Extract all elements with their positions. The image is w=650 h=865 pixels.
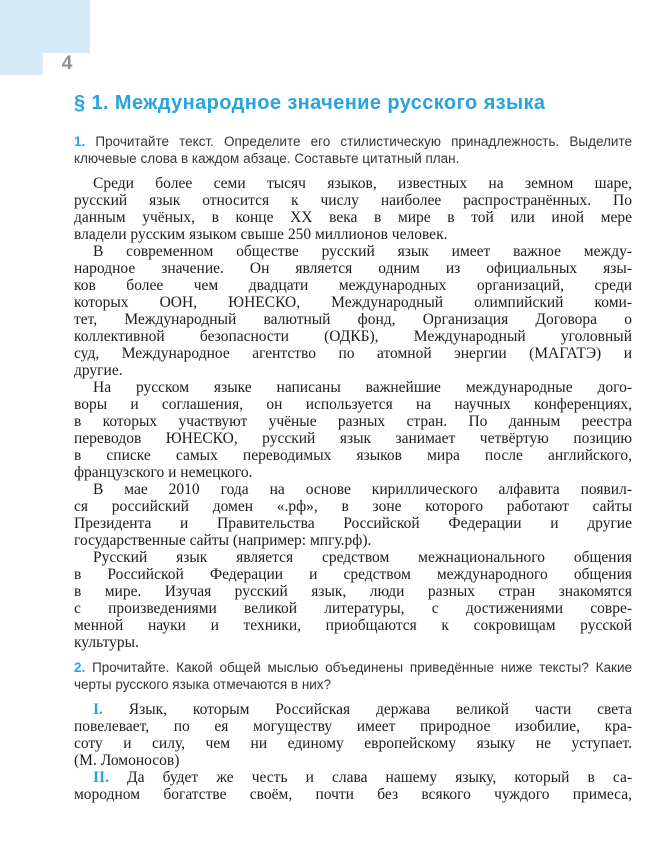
paragraph-1	[74, 175, 632, 243]
paragraph-5-line-5: менной науки и техники, приобщаются к сокровищам русской	[74, 617, 632, 634]
exercise-2-instructions	[74, 660, 632, 693]
quote-1-line-1: I. Язык, которым Российская держава великой части света	[93, 701, 632, 718]
paragraph-2-line-8: другие.	[74, 362, 123, 379]
paragraph-1-line-1: Среди более семи тысяч языков, известных на земном шаре,	[93, 175, 632, 192]
paragraph-4-line-2: ся российский домен «.рф», в зоне которого работают сайты	[74, 498, 632, 515]
exercise-2-instructions-line-2: черты русского языка отмечаются в них?	[74, 676, 332, 692]
paragraph-3-line-1: На русском языке написаны важнейшие международные дого-	[93, 379, 632, 396]
paragraph-4-line-4: государственные сайты (например: мпгу.рф).	[74, 532, 372, 549]
paragraph-2-line-7: суд, Международное агентство по атомной энергии (МАГАТЭ) и	[74, 345, 632, 362]
paragraph-1-line-2: русский язык относится к числу наиболее распространённых. По	[74, 192, 632, 209]
quote-1-line-3: соту и силу, чем ни единому европейскому языку не уступает.	[74, 735, 632, 752]
exercise-2-instructions-line-1: 2. Прочитайте. Какой общей мыслью объединены приведённые ниже тексты? Какие	[74, 660, 632, 675]
paragraph-3-line-3: в которых участвуют учёные разных стран. По данным реестра	[74, 413, 632, 430]
paragraph-4-line-3: Президента и Правительства Российской Федерации и другие	[74, 515, 632, 532]
paragraph-2-line-3: ков более чем двадцати международных организаций, среди	[74, 277, 632, 294]
quote-1-line-4: (М. Ломоносов)	[74, 752, 180, 769]
exercise-1-instructions-line-2: ключевые слова в каждом абзаце. Составьте цитатный план.	[74, 150, 460, 166]
exercise-1-instructions-number: 1.	[74, 134, 86, 149]
paragraph-3-line-2: воры и соглашения, он используется на научных конференциях,	[74, 396, 632, 413]
paragraph-5-line-3: в мире. Изучая русский язык, люди разных стран знакомятся	[74, 583, 632, 600]
paragraph-5-line-6: культуры.	[74, 634, 139, 651]
paragraph-3-line-4: переводов ЮНЕСКО, русский язык занимает четвёртую позицию	[74, 430, 632, 447]
exercise-2-instructions-number: 2.	[74, 660, 86, 675]
quote-1-number: I.	[93, 701, 103, 718]
paragraph-2	[74, 243, 632, 379]
paragraph-2-line-1: В современном обществе русский язык имеет важное между-	[93, 243, 632, 260]
paragraph-3	[74, 379, 632, 481]
quote-2-line-1: II. Да будет же честь и слава нашему языку, который в са-	[93, 769, 632, 786]
section-heading: § 1. Международное значение русского языка	[74, 92, 546, 114]
text-blocks	[74, 134, 632, 803]
exercise-1-instructions	[74, 134, 632, 167]
paragraph-5	[74, 549, 632, 651]
exercise-1-instructions-line-1: 1. Прочитайте текст. Определите его стилистическую принадлежность. Выделите	[74, 134, 632, 149]
paragraph-4-line-1: В мае 2010 года на основе кириллического алфавита появил-	[93, 481, 632, 498]
paragraph-2-line-5: тет, Международный валютный фонд, Организация Договора о	[74, 311, 632, 328]
page-content	[74, 92, 632, 803]
quote-1	[74, 701, 632, 769]
paragraph-1-line-4: владели русским языком свыше 250 миллионов человек.	[74, 226, 448, 243]
paragraph-2-line-4: которых ООН, ЮНЕСКО, Международный олимпийский коми-	[74, 294, 632, 311]
quote-1-line-2: повелевает, по ея могуществу имеет природное изобилие, кра-	[74, 718, 632, 735]
paragraph-5-line-1: Русский язык является средством межнационального общения	[93, 549, 632, 566]
paragraph-5-line-4: с произведениями великой литературы, с достижениями совре-	[74, 600, 632, 617]
corner-decoration-lower	[0, 0, 43, 75]
paragraph-1-line-3: данным учёных, в конце XX века в мире в той или иной мере	[74, 209, 632, 226]
paragraph-3-line-5: в списке самых переводимых языков мира после английского,	[74, 447, 632, 464]
quote-2	[74, 769, 632, 803]
paragraph-4	[74, 481, 632, 549]
paragraph-3-line-6: французского и немецкого.	[74, 464, 253, 481]
page-number: 4	[61, 53, 73, 74]
quote-2-line-2: мородном богатстве своём, почти без всякого чуждого примеса,	[74, 786, 632, 803]
paragraph-2-line-2: народное значение. Он является одним из официальных язы-	[74, 260, 632, 277]
paragraph-2-line-6: коллективной безопасности (ОДКБ), Международный уголовный	[74, 328, 632, 345]
paragraph-5-line-2: в Российской Федерации и средством международного общения	[74, 566, 632, 583]
quote-2-number: II.	[93, 769, 109, 786]
